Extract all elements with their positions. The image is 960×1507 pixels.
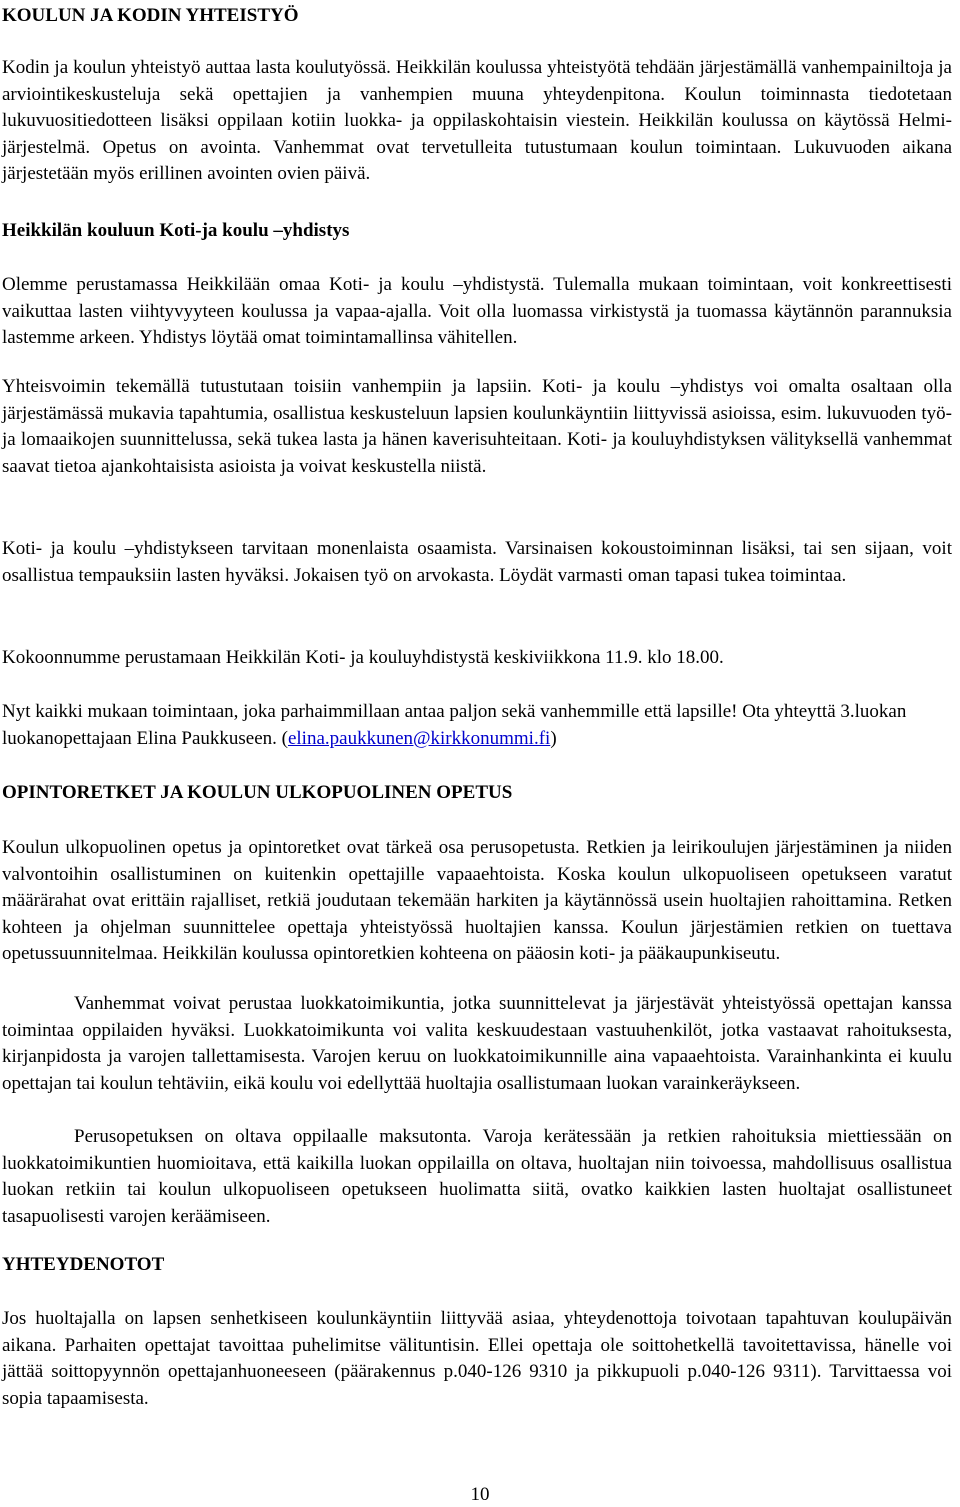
- section-heading-field-trips: OPINTORETKET JA KOULUN ULKOPUOLINEN OPETUS: [2, 782, 513, 803]
- paragraph-association-3: Koti- ja koulu –yhdistykseen tarvitaan monenlaista osaamista. Varsinaisen kokoustoiminnan lisäksi, tai sen sijaan, voit osallistua tempauksiin lasten hyväksi. Jokaisen työ on arvokasta. Löydät varmasti oman tapasi tukea toimintaa.: [2, 538, 952, 586]
- paragraph-field-trips-2-text: Vanhemmat voivat perustaa luokkatoimikuntia, jotka suunnittelevat ja järjestävät yhteistyössä opettajan kanssa toimintaa oppilaiden hyväksi. Luokkatoimikunta voi valita keskuudestaan vastuuhenkilöt, jotka vastaavat rahoituksesta, kirjanpidosta ja varojen tallettamisesta. Varojen keruu on luokkatoimikunnille aina vapaaehtoista. Varainhankinta ei kuulu opettajan tai koulun tehtäviin, eikä koulu voi edellyttää huoltajia osallistumaan luokan varainkeräykseen.: [2, 993, 952, 1094]
- paragraph-field-trips-1: Koulun ulkopuolinen opetus ja opintoretket ovat tärkeä osa perusopetusta. Retkien ja leirikoulujen järjestäminen ja niiden valvontoihin osallistuminen on kuitenkin opettajille vapaaehtoista. Koska koulun ulkopuoliseen opetukseen varatut määrärahat ovat erittäin rajalliset, retkiä joudutaan tekemään harkiten ja käytännössä usein huoltajien rahoittamina. Retken kohteen ja ohjelman suunnittelee opettaja yhteistyössä huoltajien kanssa. Koulun järjestämien retkien on tuettava opetussuunnitelmaa. Heikkilän koulussa opintoretkien kohteena on pääosin koti- ja pääkaupunkiseutu.: [2, 837, 952, 964]
- paragraph-field-trips-2: [2, 991, 952, 1097]
- paragraph-association-contact: [2, 699, 952, 752]
- section-heading-association: Heikkilän kouluun Koti-ja koulu –yhdistys: [2, 220, 350, 241]
- paragraph-association-1: Olemme perustamassa Heikkilään omaa Koti- ja koulu –yhdistystä. Tulemalla mukaan toimintaan, voit konkreettisesti vaikuttaa lasten viihtyvyyteen koulussa ja vapaa-ajalla. Voit olla luomassa virkistystä ja tuomassa käytännön parannuksia lastemme arkeen. Yhdistys löytää omat toimintamallinsa vähitellen.: [2, 274, 952, 348]
- email-link[interactable]: elina.paukkunen@kirkkonummi.fi: [287, 727, 551, 749]
- paragraph-field-trips-3-text: Perusopetuksen on oltava oppilaalle maksutonta. Varoja kerätessään ja retkien rahoituksia miettiessään on luokkatoimikuntien huomioitava, että kaikilla luokan oppilailla on oltava, huoltajan niin toivoessa, mahdollisuus osallistua luokan retkiin tai koulun ulkopuoliseen opetukseen huolimatta siitä, ovatko kaikkien lasten huoltajat osallistuneet tasapuolisesti varojen keräämiseen.: [2, 1126, 952, 1227]
- contact-text-end: ): [550, 727, 557, 749]
- page-number: 10: [470, 1484, 490, 1505]
- section-heading-contacts: YHTEYDENOTOT: [2, 1254, 165, 1275]
- paragraph-field-trips-3: [2, 1124, 952, 1230]
- section-heading-cooperation: KOULUN JA KODIN YHTEISTYÖ: [2, 5, 299, 26]
- paragraph-association-2: Yhteisvoimin tekemällä tutustutaan toisiin vanhempiin ja lapsiin. Koti- ja koulu –yhdistys voi omalta osaltaan olla järjestämässä mukavia tapahtumia, osallistua keskusteluun lapsien koulunkäyntiin liittyvissä asioissa, esim. lukuvuoden työ- ja lomaaikojen suunnittelussa, sekä tukea lasta ja hänen kaverisuhteitaan. Koti- ja kouluyhdistyksen välityksellä vanhemmat saavat tietoa ajankohtaisista asioista ja voivat keskustella niistä.: [2, 376, 952, 477]
- paragraph-contacts: Jos huoltajalla on lapsen senhetkiseen koulunkäyntiin liittyvää asiaa, yhteydenottoja toivotaan tapahtuvan koulupäivän aikana. Parhaiten opettajat tavoittaa puhelimitse välituntisin. Ellei opettaja ole soittohetkellä tavoitettavissa, hänelle voi jättää soittopyynnön opettajanhuoneeseen (päärakennus p.040-126 9310 ja pikkupuoli p.040-126 9311). Tarvittaessa voi sopia tapaamisesta.: [2, 1308, 952, 1409]
- paragraph-association-meeting: Kokoonnumme perustamaan Heikkilän Koti- ja kouluyhdistystä keskiviikkona 11.9. klo 18.00.: [2, 647, 724, 668]
- paragraph-cooperation-intro: Kodin ja koulun yhteistyö auttaa lasta koulutyössä. Heikkilän koulussa yhteistyötä tehdään järjestämällä vanhempainiltoja ja arviointikeskusteluja sekä opettajien ja vanhempien muuna yhteydenpitona. Koulun toiminnasta tiedotetaan lukuvuositiedotteen lisäksi oppilaan kotiin luokka- ja oppilaskohtaisin viestein. Heikkilän koulussa on käytössä Helmi-järjestelmä. Opetus on avointa. Vanhemmat ovat tervetulleita tutustumaan koulun toimintaan. Lukuvuoden aikana järjestetään myös erillinen avointen ovien päivä.: [2, 57, 952, 184]
- contact-text: Nyt kaikki mukaan toimintaan, joka parhaimmillaan antaa paljon sekä vanhemmille että lapsille! Ota yhteyttä 3.luokan luokanopettajaan Elina Paukkuseen. (: [2, 701, 907, 749]
